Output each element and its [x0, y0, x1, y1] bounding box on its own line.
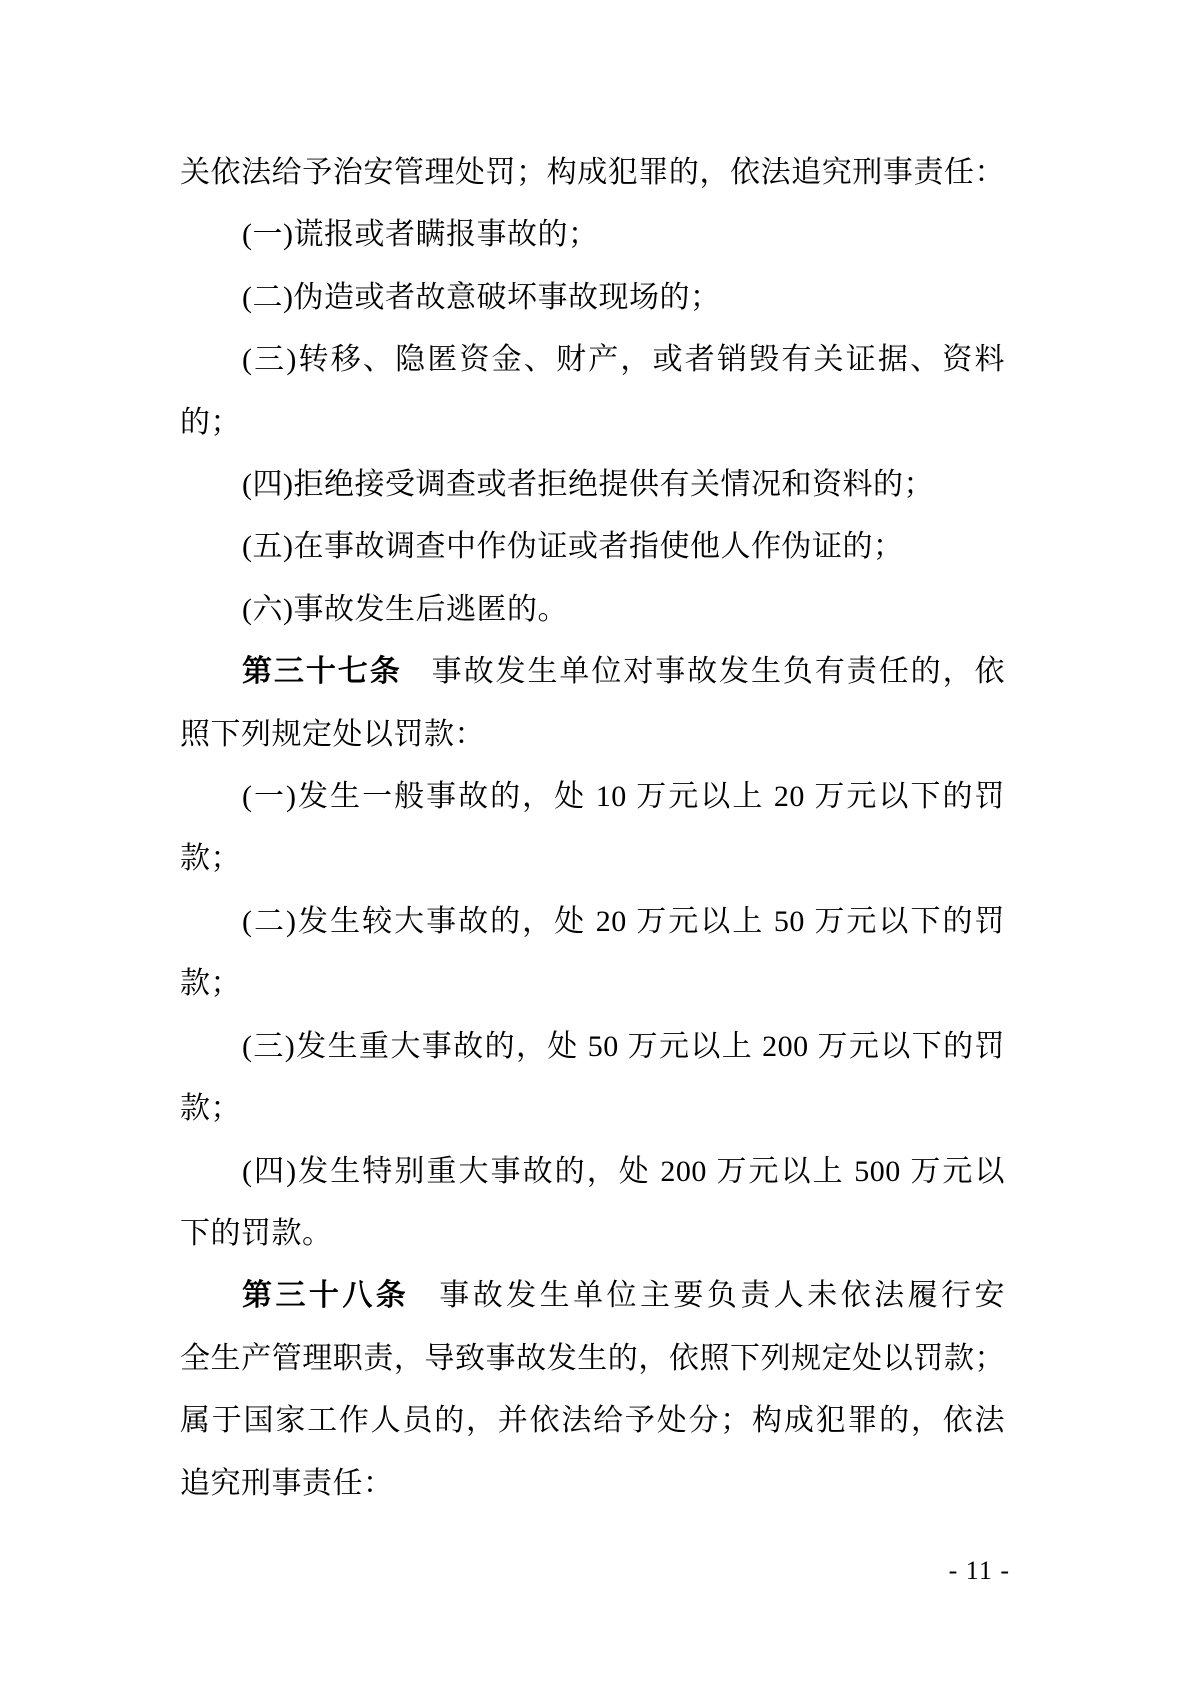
line-text: 事故发生单位主要负责人未依法履行安: [439, 1279, 1006, 1313]
line-text: (五)在事故调查中作伪证或者指使他人作伪证的；: [242, 530, 904, 564]
article-heading-line: [180, 641, 1005, 703]
document-body: [180, 142, 1005, 1515]
text-line: [180, 1390, 1005, 1452]
line-text: 照下列规定处以罚款：: [180, 717, 485, 751]
line-text: (四)发生特别重大事故的，处 200 万元以上 500 万元以: [242, 1154, 1005, 1188]
line-text: (三)转移、隐匿资金、财产，或者销毁有关证据、资料: [242, 343, 1005, 377]
line-text: 款；: [180, 842, 241, 876]
line-text: (六)事故发生后逃匿的。: [242, 592, 568, 626]
line-text: (三)发生重大事故的，处 50 万元以上 200 万元以下的罚: [242, 1029, 1005, 1063]
article-38-number: 第三十八条: [242, 1279, 410, 1313]
text-line: [180, 704, 1005, 766]
list-item-line: [180, 329, 1005, 391]
text-line: [180, 392, 1005, 454]
line-text: 追究刑事责任：: [180, 1466, 394, 1500]
list-item-line: [180, 766, 1005, 828]
page-number: - 11 -: [948, 1556, 1010, 1585]
text-line: [180, 142, 1005, 204]
list-item-line: [180, 454, 1005, 516]
article-heading-line: [180, 1265, 1005, 1327]
list-item-line: [180, 579, 1005, 641]
list-item-line: [180, 204, 1005, 266]
list-item-line: [180, 267, 1005, 329]
line-text: 款；: [180, 967, 241, 1001]
list-item-line: [180, 1141, 1005, 1203]
article-37-number: 第三十七条: [242, 655, 402, 689]
line-text: 的；: [180, 405, 241, 439]
line-text: 款；: [180, 1092, 241, 1126]
line-text: 下的罚款。: [180, 1216, 333, 1250]
text-line: [180, 1078, 1005, 1140]
text-line: [180, 1328, 1005, 1390]
line-text: (四)拒绝接受调查或者拒绝提供有关情况和资料的；: [242, 468, 934, 502]
list-item-line: [180, 516, 1005, 578]
line-text: 属于国家工作人员的，并依法给予处分；构成犯罪的，依法: [180, 1404, 1005, 1438]
text-line: [180, 1453, 1005, 1515]
text-line: [180, 1203, 1005, 1265]
line-text: (一)谎报或者瞒报事故的；: [242, 218, 599, 252]
line-text: 事故发生单位对事故发生负有责任的，依: [431, 655, 1006, 689]
line-text: 全生产管理职责，导致事故发生的，依照下列规定处以罚款；: [180, 1341, 1005, 1375]
text-line: [180, 828, 1005, 890]
line-text: (二)发生较大事故的，处 20 万元以上 50 万元以下的罚: [242, 904, 1005, 938]
list-item-line: [180, 891, 1005, 953]
text-line: [180, 953, 1005, 1015]
line-text: (二)伪造或者故意破坏事故现场的；: [242, 280, 721, 314]
line-text: (一)发生一般事故的，处 10 万元以上 20 万元以下的罚: [242, 780, 1005, 814]
line-text: 关依法给予治安管理处罚；构成犯罪的，依法追究刑事责任：: [180, 156, 1005, 189]
list-item-line: [180, 1016, 1005, 1078]
